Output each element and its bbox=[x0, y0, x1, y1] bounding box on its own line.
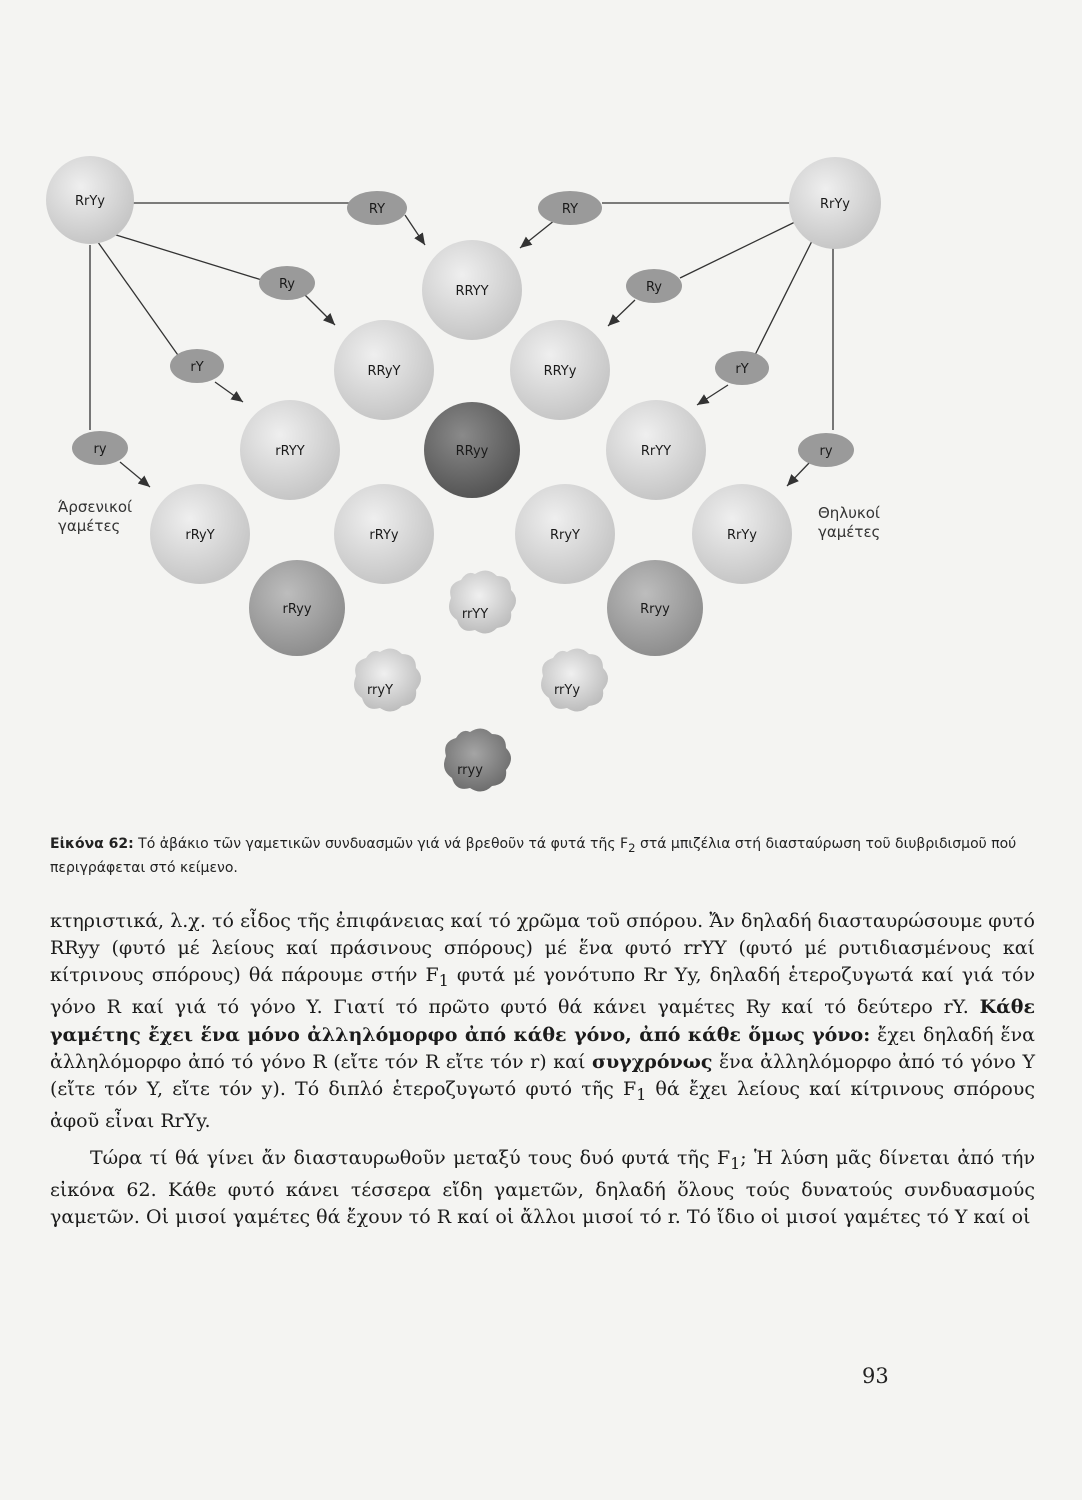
gamete-right-RY bbox=[538, 191, 602, 225]
gamete-right-ry bbox=[798, 433, 854, 467]
offspring-RryY bbox=[515, 484, 615, 584]
gamete-left-RY bbox=[347, 191, 407, 225]
svg-text:rryY: rryY bbox=[366, 683, 394, 698]
offspring-Rryy bbox=[607, 560, 703, 656]
offspring-rrYy bbox=[541, 648, 608, 711]
svg-text:Ry: Ry bbox=[645, 280, 663, 295]
gamete-right-rY bbox=[715, 351, 769, 385]
svg-text:RrYy: RrYy bbox=[726, 528, 758, 543]
parent-right-label: RrYy bbox=[819, 197, 851, 212]
offspring-RRYy bbox=[510, 320, 610, 420]
female-gametes-label: Θηλυκοί γαμέτες bbox=[818, 504, 881, 541]
offspring-RRyY bbox=[334, 320, 434, 420]
male-gametes-label: Άρσενικοί γαμέτες bbox=[58, 498, 133, 535]
svg-text:rRYY: rRYY bbox=[275, 444, 305, 459]
body-text bbox=[50, 908, 1035, 1232]
svg-text:RryY: RryY bbox=[549, 528, 581, 543]
paragraph-1: κτηριστικά, λ.χ. τό εἶδος τῆς ἐπιφάνειας καί τό χρῶμα τοῦ σπόρου. Ἄν δηλαδή διασταυρώσουμε φυτό RRyy (φυτό μέ λείους καί πράσινους σπόρους) μέ ἕνα φυτό rrYY (φυτό μέ ρυτιδιασμένους καί κίτρινους σπόρους) θά πάρουμε στήν $F_1$ φυτά μέ γονότυπο Rr Yy, δηλαδή ἑτεροζυγωτά καί γιά τόν γόνο R καί γιά τό γόνο Y. Γιατί τό πρῶτο φυτό θά κάνει γαμέτες Ry καί τό δεύτερο rY. Κάθε γαμέτης ἔχει ἕνα μόνο ἀλληλόμορφο ἀπό κάθε γόνο, ἀπό κάθε ὅμως γόνο: ἔχει δηλαδή ἕνα ἀλληλόμορφο ἀπό τό γόνο R (εἴτε τόν R εἴτε τόν r) καί συγχρόνως ἕνα ἀλληλόμορφο ἀπό τό γόνο Y (εἴτε τόν Y, εἴτε τόν y). Τό διπλό ἑτεροζυγωτό φυτό τῆς $F_1$ θά ἔχει λείους καί κίτρινους σπόρους ἀφοῦ εἶναι RrYy. bbox=[50, 910, 1036, 1133]
svg-text:rryy: rryy bbox=[457, 763, 483, 778]
caption-label: Εἰκόνα 62: bbox=[50, 836, 134, 852]
offspring-rrYY bbox=[449, 570, 516, 633]
gamete-left-ry bbox=[72, 431, 128, 465]
offspring-RRyy bbox=[424, 402, 520, 498]
svg-text:ry: ry bbox=[819, 444, 833, 459]
svg-text:RrYY: RrYY bbox=[640, 444, 672, 459]
offspring-rryy bbox=[444, 728, 511, 791]
svg-text:rY: rY bbox=[190, 360, 204, 375]
offspring-rRYy bbox=[334, 484, 434, 584]
offspring-rryY bbox=[354, 648, 421, 711]
caption-text-b: στά μπιζέλια στή διασταύρωση τοῦ διυβριδισμοῦ πού περιγράφεται στό κείμενο. bbox=[50, 836, 1017, 876]
svg-text:rRyy: rRyy bbox=[282, 602, 312, 617]
svg-text:RY: RY bbox=[561, 202, 579, 217]
gamete-left-rY bbox=[170, 349, 224, 383]
paragraph-2: Τώρα τί θά γίνει ἄν διασταυρωθοῦν μεταξύ τους δυό φυτά τῆς $F_1$; Ἡ λύση μᾶς δίνεται ἀπό τήν εἰκόνα 62. Κάθε φυτό κάνει τέσσερα εἴδη γαμετῶν, δηλαδή ὅλους τούς δυνατούς συνδυασμούς γαμετῶν. Οἱ μισοί γαμέτες θά ἔχουν τό R καί οἱ ἄλλοι μισοί τό r. Τό ἴδιο οἱ μισοί γαμέτες τό Y καί οἱ bbox=[50, 1147, 1035, 1229]
svg-text:rRYy: rRYy bbox=[369, 528, 399, 543]
figure-caption bbox=[50, 834, 1035, 878]
caption-text-a: Τό ἀβάκιο τῶν γαμετικῶν συνδυασμῶν γιά νά βρεθοῦν τά φυτά τῆς F bbox=[133, 836, 629, 852]
parent-left-label: RrYy bbox=[74, 194, 106, 209]
gamete-right-Ry bbox=[626, 269, 682, 303]
offspring-rRyy bbox=[249, 560, 345, 656]
svg-text:Rryy: Rryy bbox=[640, 602, 670, 617]
page-number: 93 bbox=[862, 1364, 889, 1388]
svg-text:rrYy: rrYy bbox=[553, 683, 581, 698]
svg-text:RRYy: RRYy bbox=[543, 364, 577, 379]
offspring-RrYy bbox=[692, 484, 792, 584]
offspring-RRYY bbox=[422, 240, 522, 340]
svg-text:rrYY: rrYY bbox=[461, 607, 489, 622]
offspring-rRYY bbox=[240, 400, 340, 500]
svg-text:ry: ry bbox=[93, 442, 107, 457]
caption-sub: 2 bbox=[628, 840, 636, 855]
svg-text:rRyY: rRyY bbox=[185, 528, 215, 543]
svg-text:RRyy: RRyy bbox=[455, 444, 489, 459]
gamete-left-Ry bbox=[259, 266, 315, 300]
svg-text:Ry: Ry bbox=[278, 277, 296, 292]
offspring-RrYY bbox=[606, 400, 706, 500]
svg-text:rY: rY bbox=[735, 362, 749, 377]
svg-text:RY: RY bbox=[368, 202, 386, 217]
svg-text:RRYY: RRYY bbox=[455, 284, 489, 299]
svg-text:RRyY: RRyY bbox=[367, 364, 401, 379]
offspring-rRyY bbox=[150, 484, 250, 584]
parent-left bbox=[46, 156, 134, 244]
parent-right bbox=[789, 157, 881, 249]
